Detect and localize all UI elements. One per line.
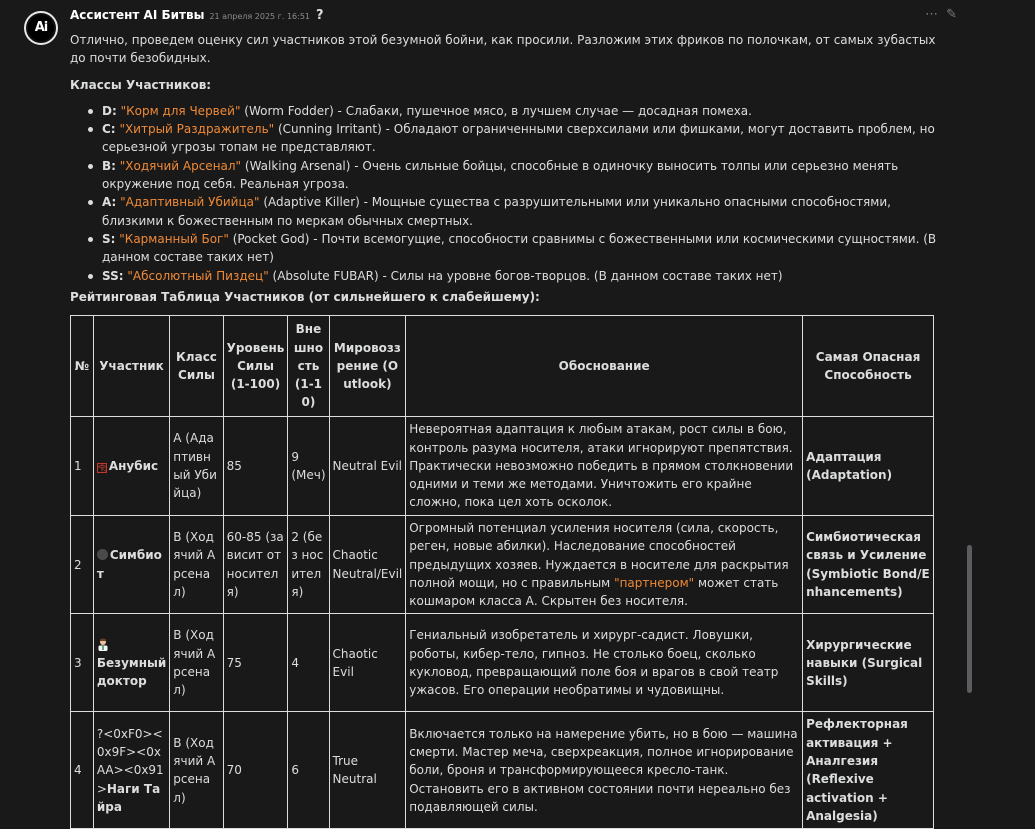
partner-highlight: "партнером" (614, 575, 695, 590)
table-row (71, 417, 934, 516)
class-item (88, 193, 940, 230)
col-header-participant: Участник (93, 316, 169, 417)
class-description: (Absolute FUBAR) - Силы на уровне богов-творцов. (В данном составе таких нет) (268, 268, 783, 283)
row-num: 2 (71, 516, 94, 614)
row-power: 70 (223, 712, 288, 829)
row-outlook: Chaotic Neutral/Evil (329, 516, 406, 614)
class-letter: D: (102, 103, 117, 118)
class-letter: A: (102, 195, 117, 210)
participant-name: Симбиот (96, 548, 162, 581)
row-power: 60-85 (зависит от носителя) (223, 516, 288, 614)
message-timestamp: 21 апреля 2025 г. 16:51 (209, 12, 311, 21)
class-name: "Ходячий Арсенал" (119, 158, 242, 173)
col-header-outlook: Мировоззрение (Outlook) (329, 316, 406, 417)
class-name: "Абсолютный Пиздец" (127, 268, 269, 283)
row-power: 75 (223, 614, 288, 712)
class-item (88, 157, 940, 194)
participant-name: Безумный доктор (96, 655, 167, 689)
table-row (71, 614, 934, 712)
col-header-looks: Внешность (1-10) (288, 316, 329, 417)
row-reason: Включается только на намерение убить, но в бою — машина смерти. Мастер меча, сверхреакция, полное игнорирование боли, броня и трансформирующееся кресло-танк. Остановить его в активном состоянии почти нереально без подавляющей силы. (406, 712, 803, 829)
col-header-ability: Самая Опасная Способность (803, 316, 934, 417)
col-header-num: № (71, 316, 94, 417)
row-outlook: True Neutral (329, 712, 406, 829)
class-description: (Adaptive Killer) - Мощные существа с разрушительными или уникально опасными способностями, близкими к божественным по меркам обычных смертных. (102, 195, 891, 228)
class-item (88, 230, 940, 267)
class-name: "Хитрый Раздражитель" (119, 122, 275, 137)
row-class: B (Ходячий Арсенал) (170, 516, 223, 614)
intro-text: Отлично, проведем оценку сил участников этой безумной бойни, как просили. Разложим этих фриков по полочкам, от самых зубастых до почти безобидных. (70, 33, 936, 66)
participant-name: Наги Тайра (96, 781, 161, 814)
garbled-emoji-text: ?<0xF0><0x9F><0xAA><0x91> (96, 726, 164, 796)
row-participant (93, 614, 169, 712)
row-participant (93, 516, 169, 614)
classes-list (88, 102, 940, 285)
help-icon[interactable]: ? (316, 8, 324, 23)
classes-title: Классы Участников: (70, 77, 212, 92)
class-letter: SS: (102, 268, 124, 283)
message-actions (925, 7, 957, 22)
row-power: 85 (223, 417, 288, 516)
col-header-power: Уровень Силы (1-100) (223, 316, 288, 417)
class-name: "Корм для Червей" (120, 103, 241, 118)
row-looks: 4 (288, 614, 329, 712)
row-outlook: Neutral Evil (329, 417, 406, 516)
row-ability: Рефлекторная активация + Аналгезия (Reflexive activation + Analgesia) (803, 712, 934, 829)
doctor-emoji-icon (97, 638, 109, 651)
class-item (88, 267, 940, 285)
class-name: "Адаптивный Убийца" (120, 195, 260, 210)
row-class: B (Ходячий Арсенал) (170, 614, 223, 712)
more-options-icon[interactable]: ⋯ (925, 7, 939, 22)
anubis-emoji-icon: 𓂀 (97, 463, 107, 472)
class-letter: S: (102, 231, 116, 246)
scrollbar-thumb[interactable] (967, 545, 972, 693)
author-name[interactable]: Ассистент AI Битвы (70, 8, 205, 22)
black-circle-icon (97, 549, 108, 560)
row-num: 3 (71, 614, 94, 712)
row-class: A (Адаптивный Убийца) (170, 417, 223, 516)
table-row (71, 516, 934, 614)
ranking-table (70, 315, 934, 829)
message-header (70, 8, 324, 26)
class-description: (Worm Fodder) - Слабаки, пушечное мясо, в лучшем случае — досадная помеха. (240, 103, 752, 118)
row-looks: 2 (без носителя) (288, 516, 329, 614)
row-class: B (Ходячий Арсенал) (170, 712, 223, 829)
row-num: 1 (71, 417, 94, 516)
edit-icon[interactable]: ✎ (946, 7, 957, 22)
row-participant (93, 712, 169, 829)
row-reason: Гениальный изобретатель и хирург-садист. Ловушки, роботы, кибер-тело, гипноз. Не столько боец, сколько кукловод, превращающий поле боя и врагов в свой театр ужасов. Его операции необратимы и чудовищны. (406, 614, 803, 712)
row-ability: Адаптация (Adaptation) (803, 417, 934, 516)
row-ability: Хирургические навыки (Surgical Skills) (803, 614, 934, 712)
class-description: (Cunning Irritant) - Обладают ограниченными сверхсилами или фишками, могут доставить проблем, но серьезной угрозы топам не представляют. (102, 122, 935, 155)
class-description: (Pocket God) - Почти всемогущие, способности сравнимы с божественными или космическими сущностями. (В данном составе таких нет) (102, 231, 937, 265)
class-letter: C: (102, 122, 116, 137)
class-letter: B: (102, 158, 116, 173)
row-reason: Невероятная адаптация к любым атакам, рост силы в бою, контроль разума носителя, атаки игнорируют препятствия. Практически невозможно победить в прямом столкновении одними и теми же методами. Уничтожить его крайне сложно, пока цел хоть осколок. (406, 417, 803, 516)
table-title: Рейтинговая Таблица Участников (от сильнейшего к слабейшему): (70, 289, 540, 304)
bot-avatar[interactable] (24, 11, 58, 45)
message-content (70, 31, 940, 314)
class-item (88, 120, 940, 157)
class-description: (Walking Arsenal) - Очень сильные бойцы, способные в одиночку выносить толпы или серьезно менять окружение под себя. Реальная угроза. (102, 158, 899, 192)
class-name: "Карманный Бог" (119, 231, 229, 246)
avatar-logo: Ai (28, 15, 54, 41)
col-header-reason: Обоснование (406, 316, 803, 417)
table-row (71, 712, 934, 829)
col-header-class: Класс Силы (170, 316, 223, 417)
participant-name: Анубис (108, 458, 159, 473)
class-item (88, 102, 940, 120)
row-looks: 6 (288, 712, 329, 829)
row-participant (93, 417, 169, 516)
row-num: 4 (71, 712, 94, 829)
row-outlook: Chaotic Evil (329, 614, 406, 712)
row-reason: Огромный потенциал усиления носителя (сила, скорость, реген, новые абилки). Наследование способностей предыдущих хозяев. Нуждается в носителе для раскрытия полной мощи, но с правильным "партнером" может стать кошмаром класса А. Скрытен без носителя. (406, 516, 803, 614)
row-looks: 9 (Меч) (288, 417, 329, 516)
table-header-row (71, 316, 934, 417)
row-ability: Симбиотическая связь и Усиление (Symbiotic Bond/Enhancements) (803, 516, 934, 614)
